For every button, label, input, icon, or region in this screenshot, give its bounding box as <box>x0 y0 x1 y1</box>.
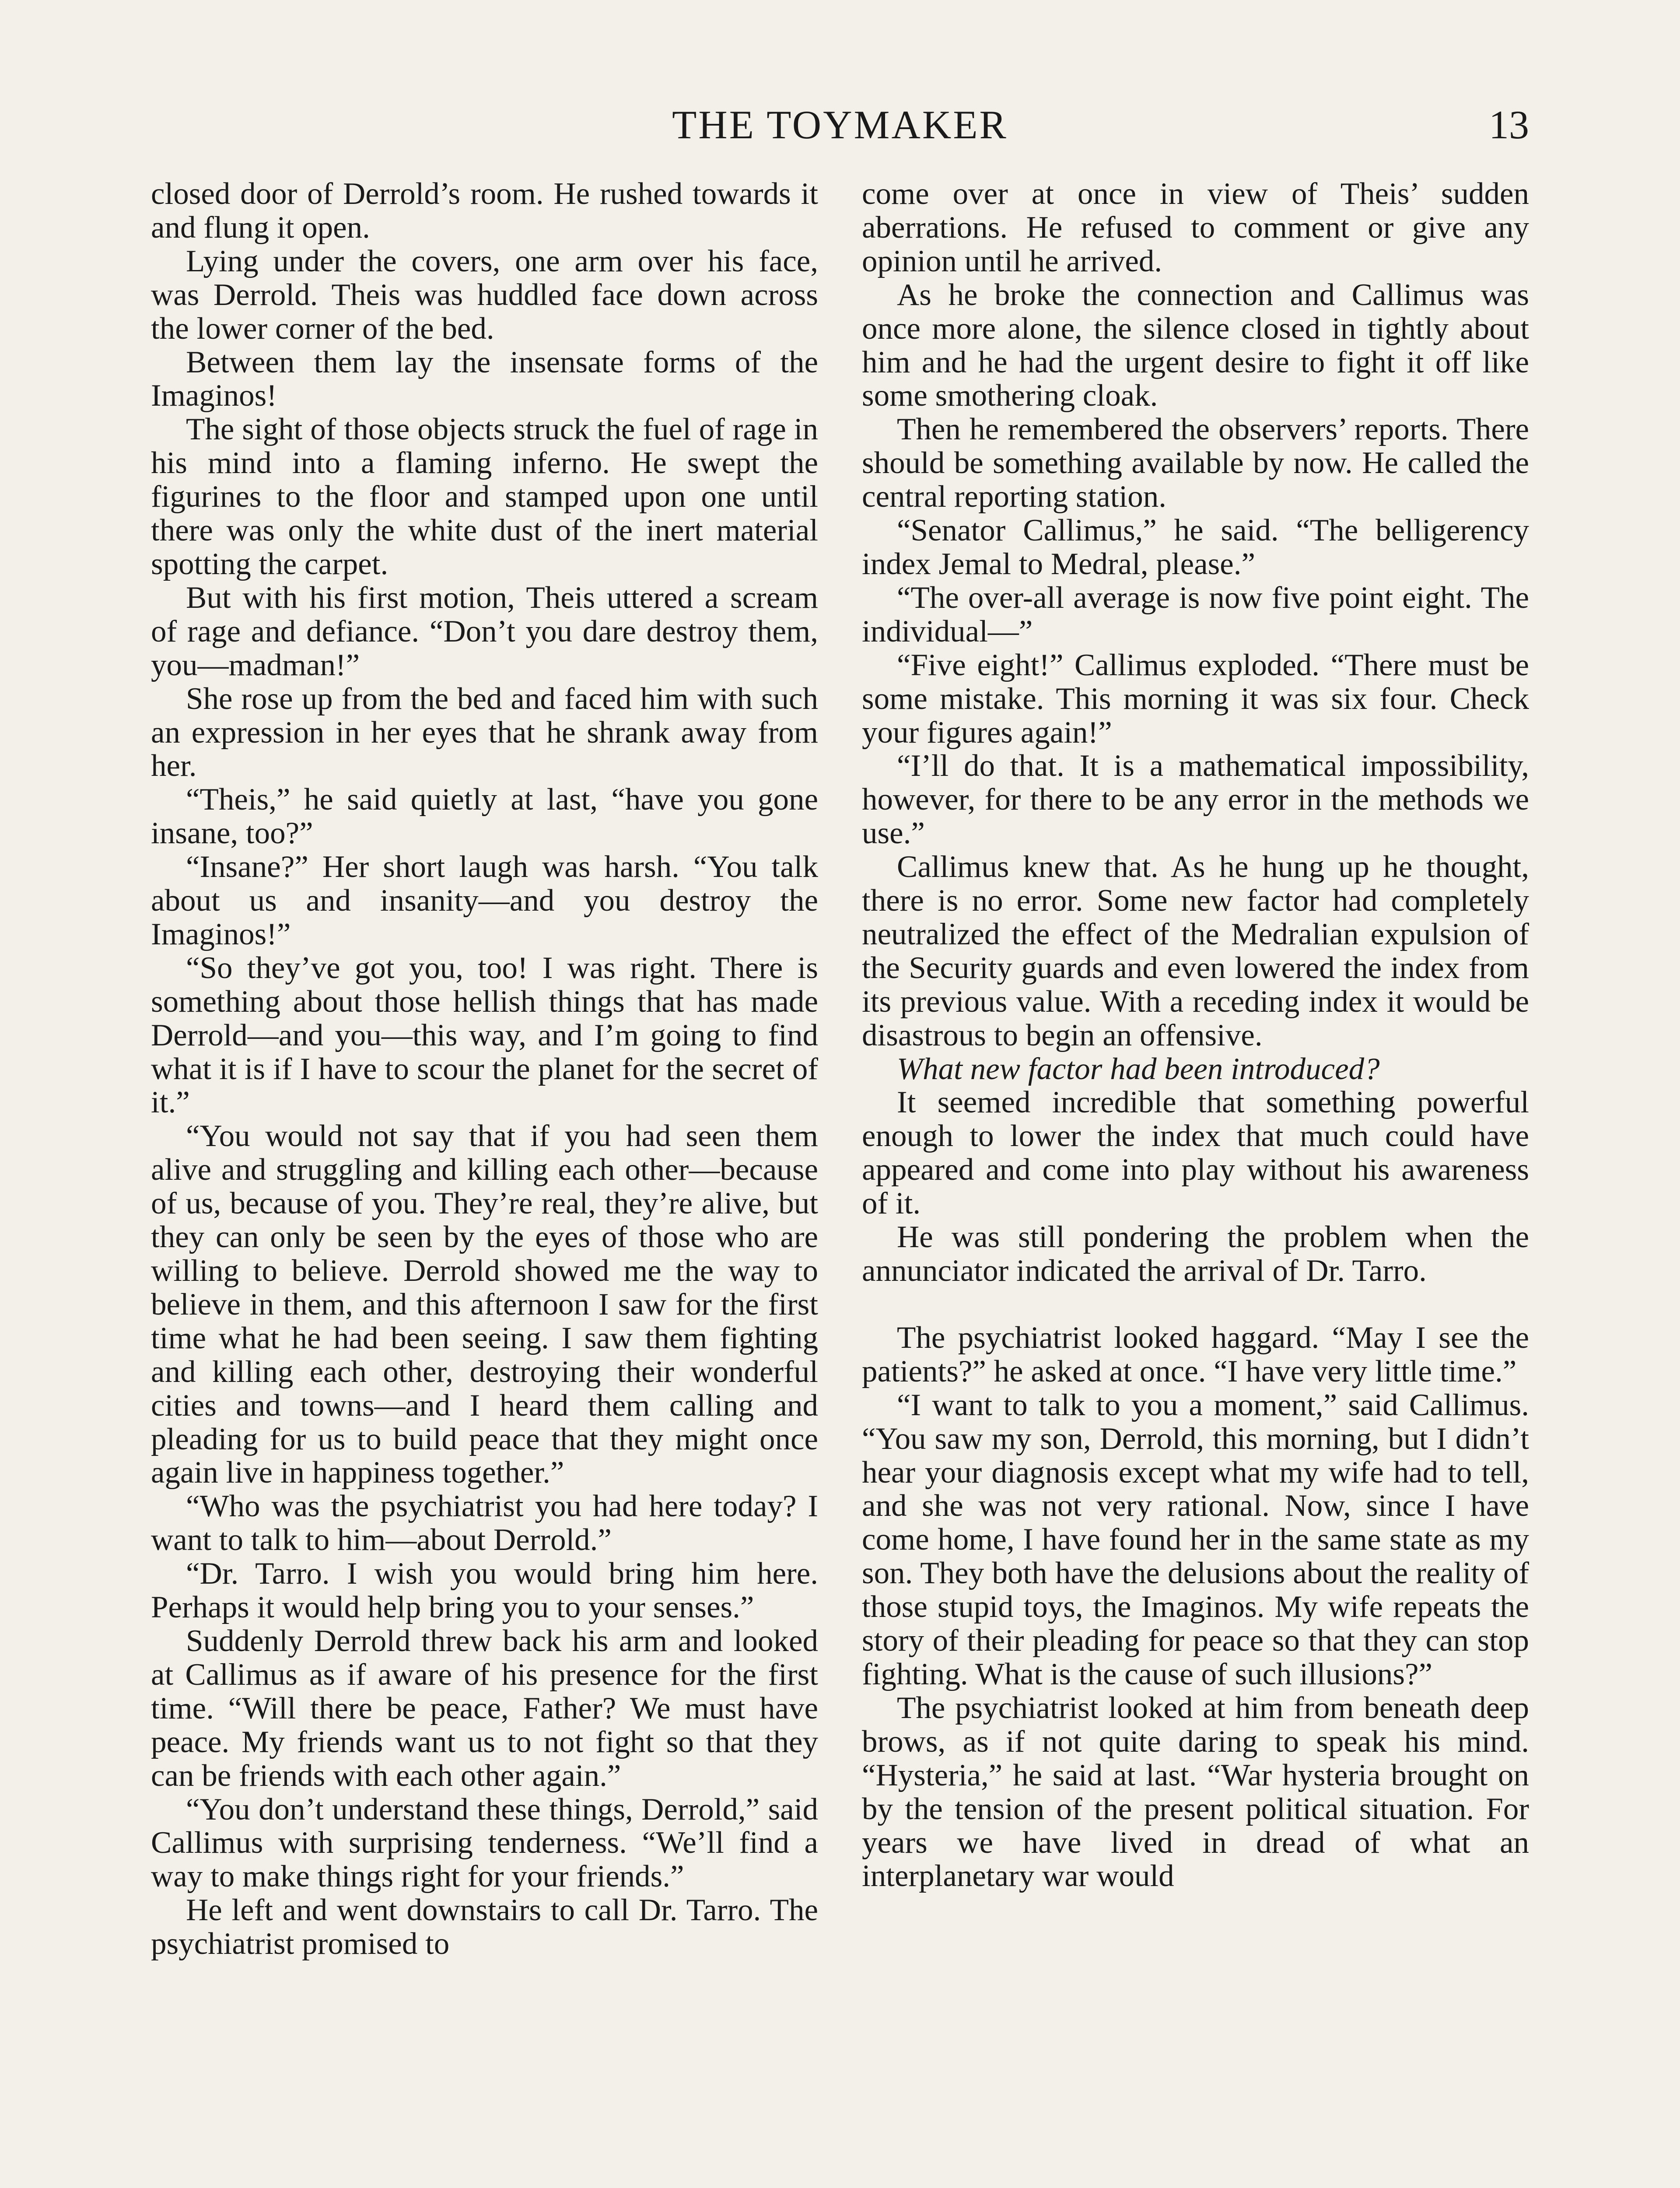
paragraph: “Who was the psychiatrist you had here today? I want to talk to him—about Derrold.” <box>151 1489 818 1557</box>
paragraph: Between them lay the insensate forms of the Imaginos! <box>151 345 818 413</box>
paragraph: She rose up from the bed and faced him with such an expression in her eyes that he shrank away from her. <box>151 681 818 783</box>
paragraph: “The over-all average is now five point eight. The individual—” <box>862 580 1529 649</box>
paragraph: “Senator Callimus,” he said. “The belligerency index Jemal to Medral, please.” <box>862 513 1529 581</box>
paragraph: “I want to talk to you a moment,” said Callimus. “You saw my son, Derrold, this morning, but I didn’t hear your diagnosis except what my wife had to tell, and she was not very rational. Now, since I have come home, I have found her in the same state as my son. They both have the delusions about the reality of those stupid toys, the Imaginos. My wife repeats the story of their pleading for peace so that they can stop fighting. What is the cause of such illusions?” <box>862 1388 1529 1691</box>
left-column <box>151 177 818 1961</box>
paragraph: “You would not say that if you had seen them alive and struggling and killing each other—because of us, because of you. They’re real, they’re alive, but they can only be seen by the eyes of those who are willing to believe. Derrold showed me the way to believe in them, and this afternoon I saw for the first time what he had been seeing. I saw them fighting and killing each other, destroying their wonderful cities and towns—and I heard them calling and pleading for us to build peace that they might once again live in happiness together.” <box>151 1119 818 1490</box>
paragraph: “Five eight!” Callimus exploded. “There must be some mistake. This morning it was six four. Check your figures again!” <box>862 648 1529 750</box>
paragraph: “Theis,” he said quietly at last, “have you gone insane, too?” <box>151 782 818 851</box>
paragraph: closed door of Derrold’s room. He rushed towards it and flung it open. <box>151 177 818 245</box>
paragraph: He was still pondering the problem when the annunciator indicated the arrival of Dr. Tarro. <box>862 1220 1529 1288</box>
paragraph: The sight of those objects struck the fuel of rage in his mind into a flaming inferno. He swept the figurines to the floor and stamped upon one until there was only the white dust of the inert material spotting the carpet. <box>151 412 818 581</box>
paragraph: “You don’t understand these things, Derrold,” said Callimus with surprising tenderness. “We’ll find a way to make things right for your friends.” <box>151 1792 818 1894</box>
paragraph: The psychiatrist looked haggard. “May I see the patients?” he asked at once. “I have very little time.” <box>862 1320 1529 1389</box>
paragraph: It seemed incredible that something powerful enough to lower the index that much could have appeared and come into play without his awareness of it. <box>862 1085 1529 1221</box>
right-column <box>862 177 1529 1893</box>
paragraph: He left and went downstairs to call Dr. Tarro. The psychiatrist promised to <box>151 1893 818 1961</box>
paragraph: come over at once in view of Theis’ sudden aberrations. He refused to comment or give any opinion until he arrived. <box>862 177 1529 278</box>
paragraph: But with his first motion, Theis uttered a scream of rage and defiance. “Don’t you dare destroy them, you—madman!” <box>151 580 818 682</box>
paragraph: Lying under the covers, one arm over his face, was Derrold. Theis was huddled face down across the lower corner of the bed. <box>151 244 818 346</box>
paragraph: “So they’ve got you, too! I was right. There is something about those hellish things that has made Derrold—and you—this way, and I’m going to find what it is if I have to scour the planet for the secret of it.” <box>151 950 818 1120</box>
italic-paragraph: What new factor had been introduced? <box>897 1052 1380 1086</box>
page-number: 13 <box>1489 102 1529 147</box>
paragraph: Then he remembered the observers’ reports. There should be something available by now. He called the central reporting station. <box>862 412 1529 514</box>
paragraph: As he broke the connection and Callimus was once more alone, the silence closed in tightly about him and he had the urgent desire to fight it off like some smothering cloak. <box>862 277 1529 413</box>
page-header <box>0 98 1680 151</box>
running-title: THE TOYMAKER <box>672 102 1008 147</box>
paragraph: Suddenly Derrold threw back his arm and looked at Callimus as if aware of his presence for the first time. “Will there be peace, Father? We must have peace. My friends want us to not fight so that they can be friends with each other again.” <box>151 1623 818 1793</box>
paragraph: Callimus knew that. As he hung up he thought, there is no error. Some new factor had completely neutralized the effect of the Medralian expulsion of the Security guards and even lowered the index from its previous value. With a receding index it would be disastrous to begin an offensive. <box>862 850 1529 1052</box>
paragraph: “Dr. Tarro. I wish you would bring him here. Perhaps it would help bring you to your senses.” <box>151 1557 818 1625</box>
paragraph: “Insane?” Her short laugh was harsh. “You talk about us and insanity—and you destroy the Imaginos!” <box>151 850 818 951</box>
paragraph: “I’ll do that. It is a mathematical impossibility, however, for there to be any error in the methods we use.” <box>862 749 1529 851</box>
paragraph: The psychiatrist looked at him from beneath deep brows, as if not quite daring to speak his mind. “Hysteria,” he said at last. “War hysteria brought on by the tension of the present political situation. For years we have lived in dread of what an interplanetary war would <box>862 1690 1529 1893</box>
